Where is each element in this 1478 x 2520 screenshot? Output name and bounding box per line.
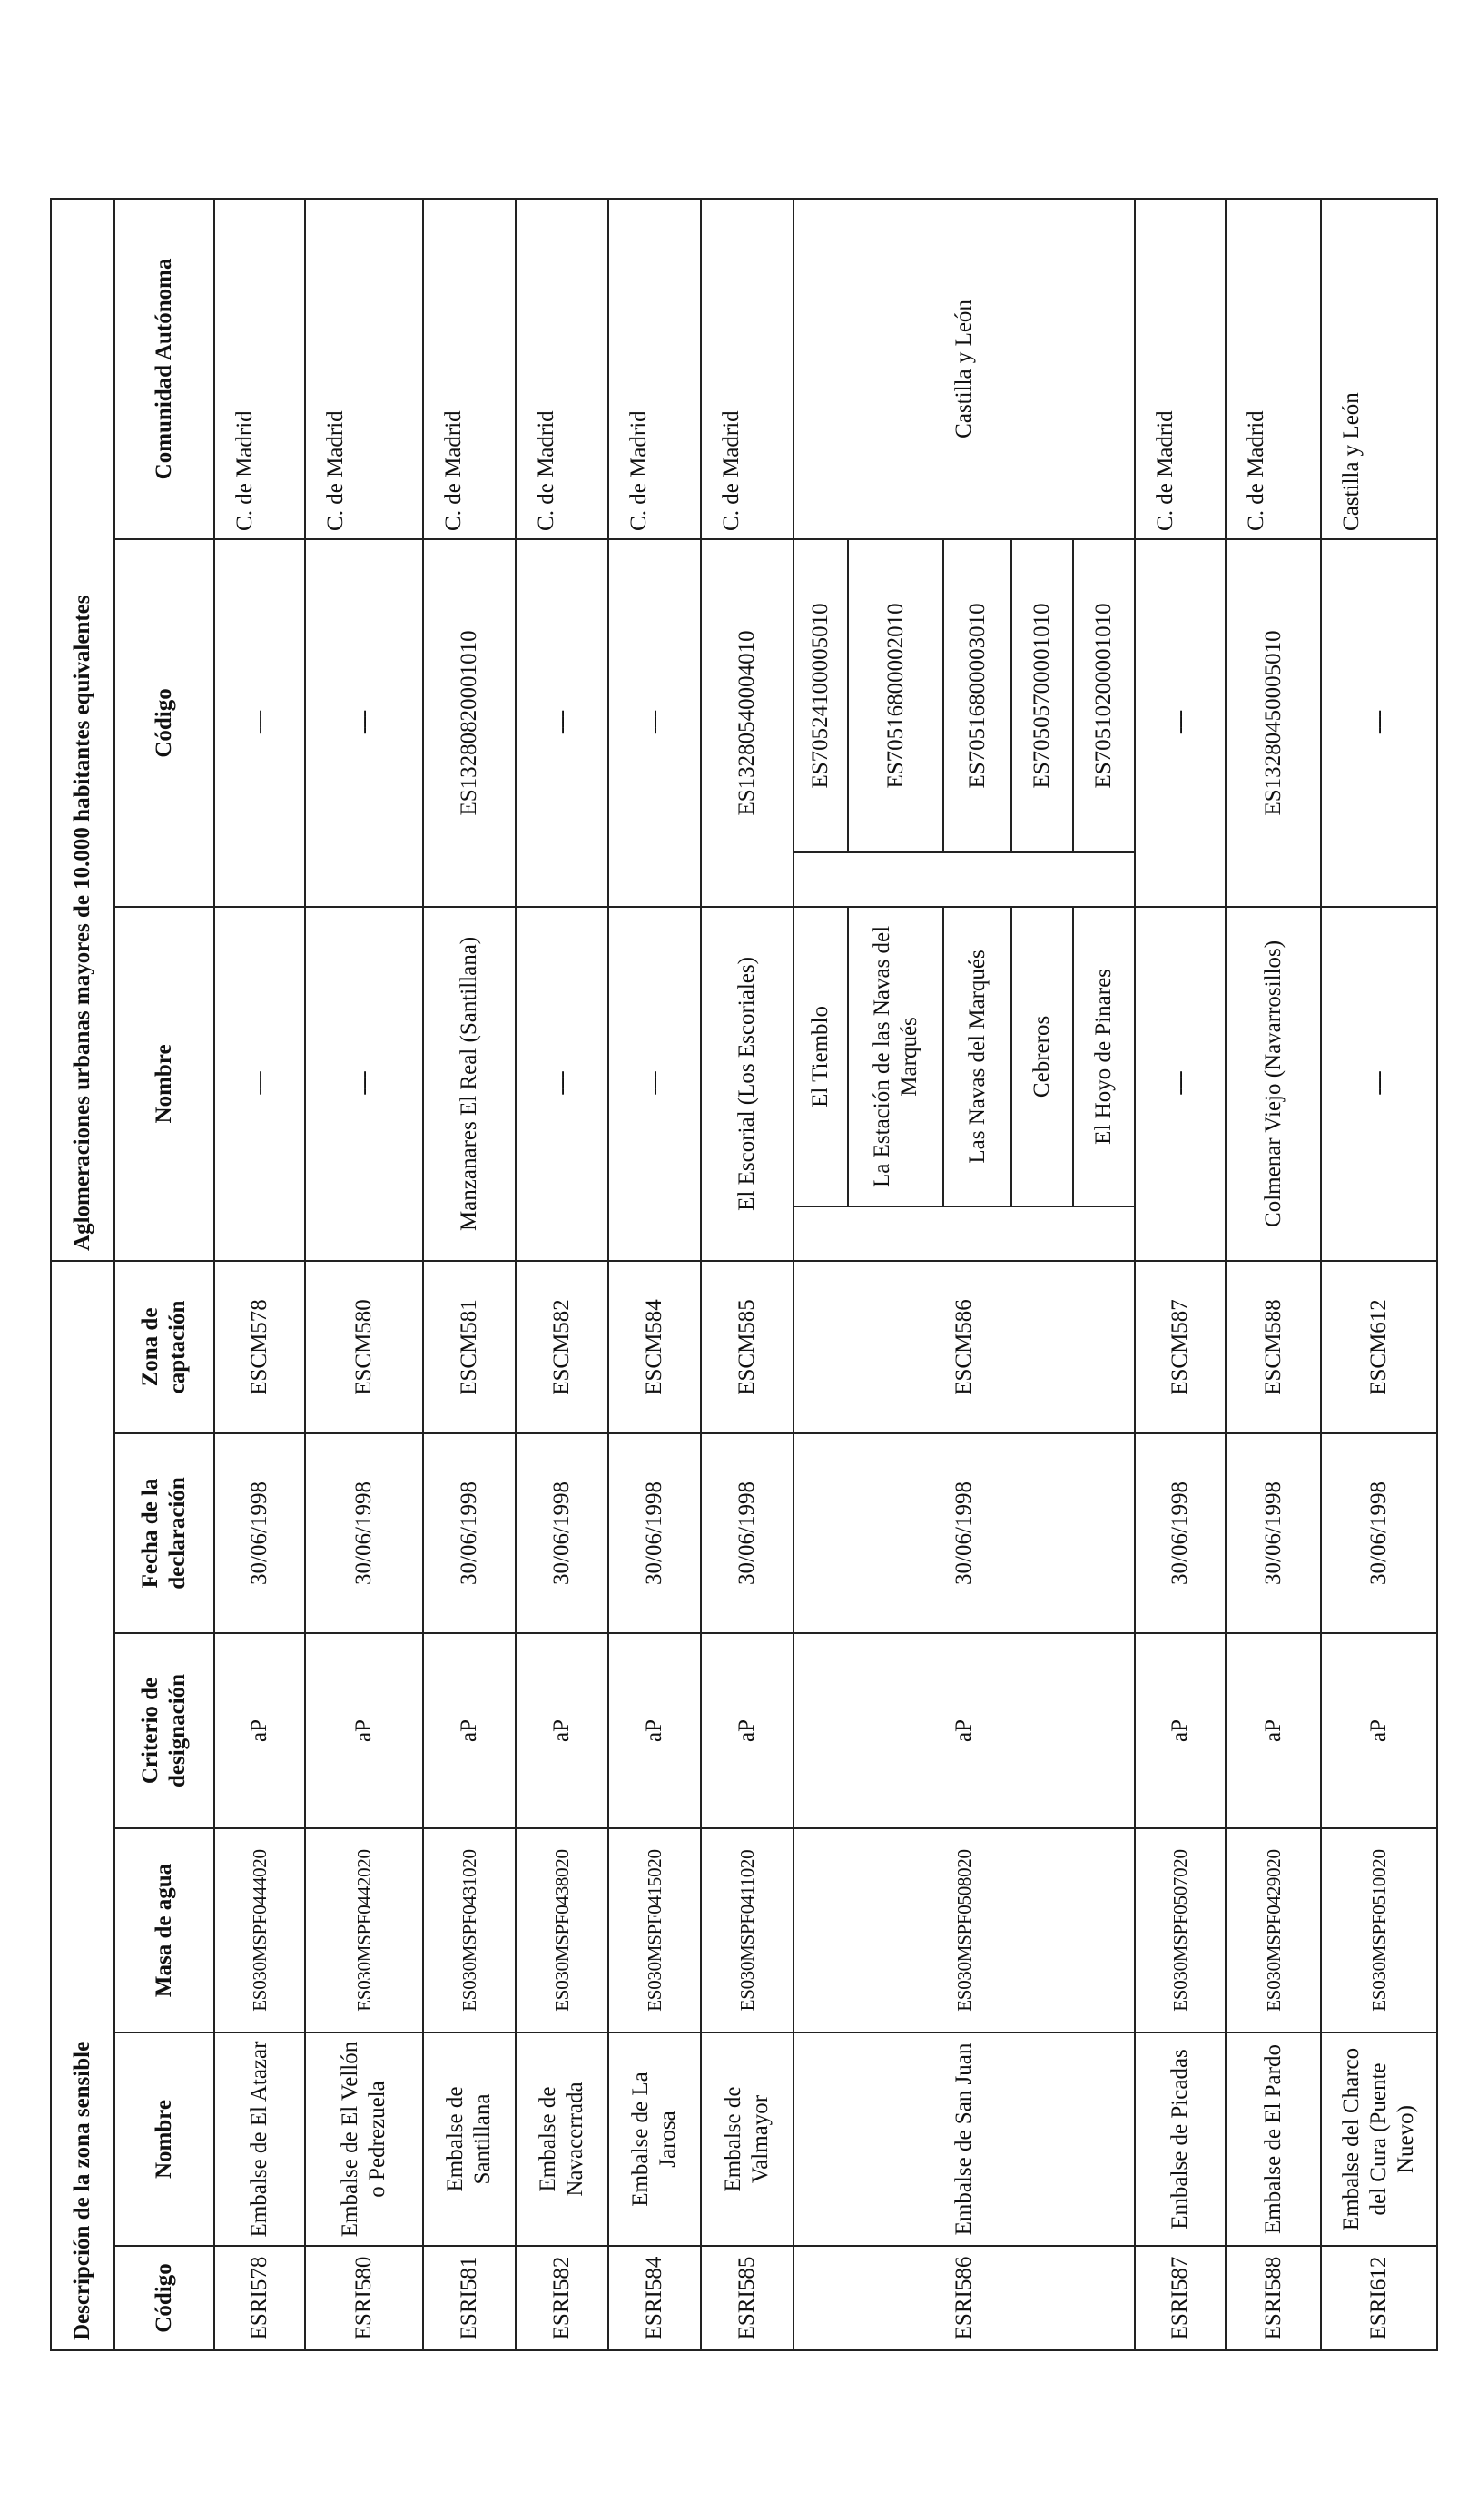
cell-nombre: Embalse del Charco del Cura (Puente Nuevo) [1321,2033,1437,2246]
cell-criterio: aP [1135,1633,1226,1828]
group-header-zona-sensible: Descripción de la zona sensible [51,1261,114,2350]
cell-codigo: ESRI582 [516,2246,608,2350]
cell-codigo: ESRI586 [793,2246,1135,2350]
cell-spacer [1011,852,1135,907]
cell-aglo-codigo: ---- [608,539,701,907]
cell-zona: ESCM588 [1226,1261,1321,1433]
table-row [1321,199,1437,2350]
table-row [305,199,423,2350]
cell-fecha: 30/06/1998 [516,1433,608,1633]
cell-fecha: 30/06/1998 [305,1433,423,1633]
col-header-codigo: Código [114,2246,214,2350]
cell-aglo-nombre: ---- [1135,907,1226,1261]
cell-criterio: aP [793,1633,1135,1828]
cell-aglo-codigo: ---- [305,539,423,907]
cell-aglo-codigo: ES13280820001010 [423,539,516,907]
cell-fecha: 30/06/1998 [701,1433,793,1633]
cell-nombre: Embalse de Santillana [423,2033,516,2246]
cell-aglo-codigo: ES70516800003010 [943,539,1011,852]
cell-zona: ESCM612 [1321,1261,1437,1433]
cell-masa: ES030MSPF0438020 [516,1828,608,2033]
cell-aglo-codigo: ES70524100005010 [793,539,848,852]
col-header-comunidad: Comunidad Autónoma [114,199,214,539]
cell-masa: ES030MSPF0431020 [423,1828,516,2033]
col-header-masa: Masa de agua [114,1828,214,2033]
table-row [214,199,305,2350]
cell-aglo-codigo: ES13280540004010 [701,539,793,907]
cell-fecha: 30/06/1998 [793,1433,1135,1633]
cell-comunidad: C. de Madrid [305,199,423,539]
col-header-nombre: Nombre [114,2033,214,2246]
table-row [608,199,701,2350]
cell-criterio: aP [423,1633,516,1828]
cell-zona: ESCM578 [214,1261,305,1433]
cell-masa: ES030MSPF0442020 [305,1828,423,2033]
cell-comunidad: C. de Madrid [516,199,608,539]
cell-spacer [943,1206,1135,1261]
cell-criterio: aP [1321,1633,1437,1828]
table-row [1226,199,1321,2350]
cell-aglo-nombre: El Escorial (Los Escoriales) [701,907,793,1261]
cell-aglo-nombre: Manzanares El Real (Santillana) [423,907,516,1261]
cell-aglo-nombre: ---- [214,907,305,1261]
table-row [423,199,516,2350]
cell-comunidad: C. de Madrid [423,199,516,539]
cell-zona: ESCM581 [423,1261,516,1433]
cell-criterio: aP [305,1633,423,1828]
cell-spacer [793,1206,943,1261]
cell-comunidad: C. de Madrid [608,199,701,539]
group-header-aglomeraciones: Aglomeraciones urbanas mayores de 10.000 habitantes equivalentes [51,199,114,1261]
cell-comunidad: C. de Madrid [1226,199,1321,539]
cell-fecha: 30/06/1998 [1135,1433,1226,1633]
cell-nombre: Embalse de San Juan [793,2033,1135,2246]
sensitive-zones-table [50,198,1438,2351]
cell-criterio: aP [701,1633,793,1828]
cell-aglo-nombre: Cebreros [1011,907,1073,1206]
col-header-fecha: Fecha de la declaración [114,1433,214,1633]
cell-codigo: ESRI612 [1321,2246,1437,2350]
cell-masa: ES030MSPF0429020 [1226,1828,1321,2033]
cell-fecha: 30/06/1998 [214,1433,305,1633]
cell-zona: ESCM582 [516,1261,608,1433]
cell-zona: ESCM585 [701,1261,793,1433]
cell-masa: ES030MSPF0510020 [1321,1828,1437,2033]
cell-nombre: Embalse de El Vellón o Pedrezuela [305,2033,423,2246]
cell-zona: ESCM587 [1135,1261,1226,1433]
rotated-table-wrapper [50,200,1430,2351]
cell-criterio: aP [214,1633,305,1828]
cell-nombre: Embalse de Picadas [1135,2033,1226,2246]
cell-aglo-codigo: ES70505700001010 [1011,539,1073,852]
cell-comunidad: Castilla y León [793,199,1135,539]
cell-aglo-nombre: ---- [608,907,701,1261]
cell-aglo-nombre: El Hoyo de Pinares [1073,907,1135,1206]
cell-comunidad: C. de Madrid [214,199,305,539]
table-row [793,199,848,2350]
cell-fecha: 30/06/1998 [608,1433,701,1633]
cell-masa: ES030MSPF0508020 [793,1828,1135,2033]
cell-aglo-codigo: ---- [516,539,608,907]
cell-codigo: ESRI578 [214,2246,305,2350]
cell-aglo-codigo: ---- [1135,539,1226,907]
cell-masa: ES030MSPF0444020 [214,1828,305,2033]
cell-masa: ES030MSPF0411020 [701,1828,793,2033]
cell-criterio: aP [608,1633,701,1828]
cell-nombre: Embalse de El Atazar [214,2033,305,2246]
cell-nombre: Embalse de Valmayor [701,2033,793,2246]
col-header-zona: Zona de captación [114,1261,214,1433]
table-row [1135,199,1226,2350]
cell-codigo: ESRI580 [305,2246,423,2350]
col-header-aglo-codigo: Código [114,539,214,907]
cell-criterio: aP [516,1633,608,1828]
cell-masa: ES030MSPF0507020 [1135,1828,1226,2033]
cell-comunidad: C. de Madrid [701,199,793,539]
col-header-criterio: Criterio de designación [114,1633,214,1828]
cell-codigo: ESRI584 [608,2246,701,2350]
cell-criterio: aP [1226,1633,1321,1828]
cell-aglo-nombre: ---- [1321,907,1437,1261]
cell-nombre: Embalse de El Pardo [1226,2033,1321,2246]
cell-aglo-nombre: Las Navas del Marqués [943,907,1011,1206]
cell-codigo: ESRI585 [701,2246,793,2350]
cell-codigo: ESRI581 [423,2246,516,2350]
cell-aglo-nombre: El Tiemblo [793,907,848,1206]
cell-spacer [793,852,1011,907]
cell-aglo-nombre: ---- [516,907,608,1261]
cell-aglo-codigo: ES13280450005010 [1226,539,1321,907]
cell-fecha: 30/06/1998 [1226,1433,1321,1633]
cell-nombre: Embalse de La Jarosa [608,2033,701,2246]
cell-comunidad: Castilla y León [1321,199,1437,539]
cell-zona: ESCM584 [608,1261,701,1433]
cell-nombre: Embalse de Navacerrada [516,2033,608,2246]
cell-aglo-nombre: Colmenar Viejo (Navarrosillos) [1226,907,1321,1261]
cell-aglo-nombre: La Estación de las Navas del Marqués [848,907,943,1206]
table-row [701,199,793,2350]
cell-aglo-codigo: ---- [1321,539,1437,907]
cell-zona: ESCM580 [305,1261,423,1433]
cell-aglo-codigo: ES70510200001010 [1073,539,1135,852]
cell-aglo-codigo: ES70516800002010 [848,539,943,852]
cell-aglo-nombre: ---- [305,907,423,1261]
cell-fecha: 30/06/1998 [423,1433,516,1633]
cell-codigo: ESRI587 [1135,2246,1226,2350]
table-row [516,199,608,2350]
cell-comunidad: C. de Madrid [1135,199,1226,539]
cell-fecha: 30/06/1998 [1321,1433,1437,1633]
cell-aglo-codigo: ---- [214,539,305,907]
cell-zona: ESCM586 [793,1261,1135,1433]
col-header-aglo-nombre: Nombre [114,907,214,1261]
cell-codigo: ESRI588 [1226,2246,1321,2350]
cell-masa: ES030MSPF0415020 [608,1828,701,2033]
